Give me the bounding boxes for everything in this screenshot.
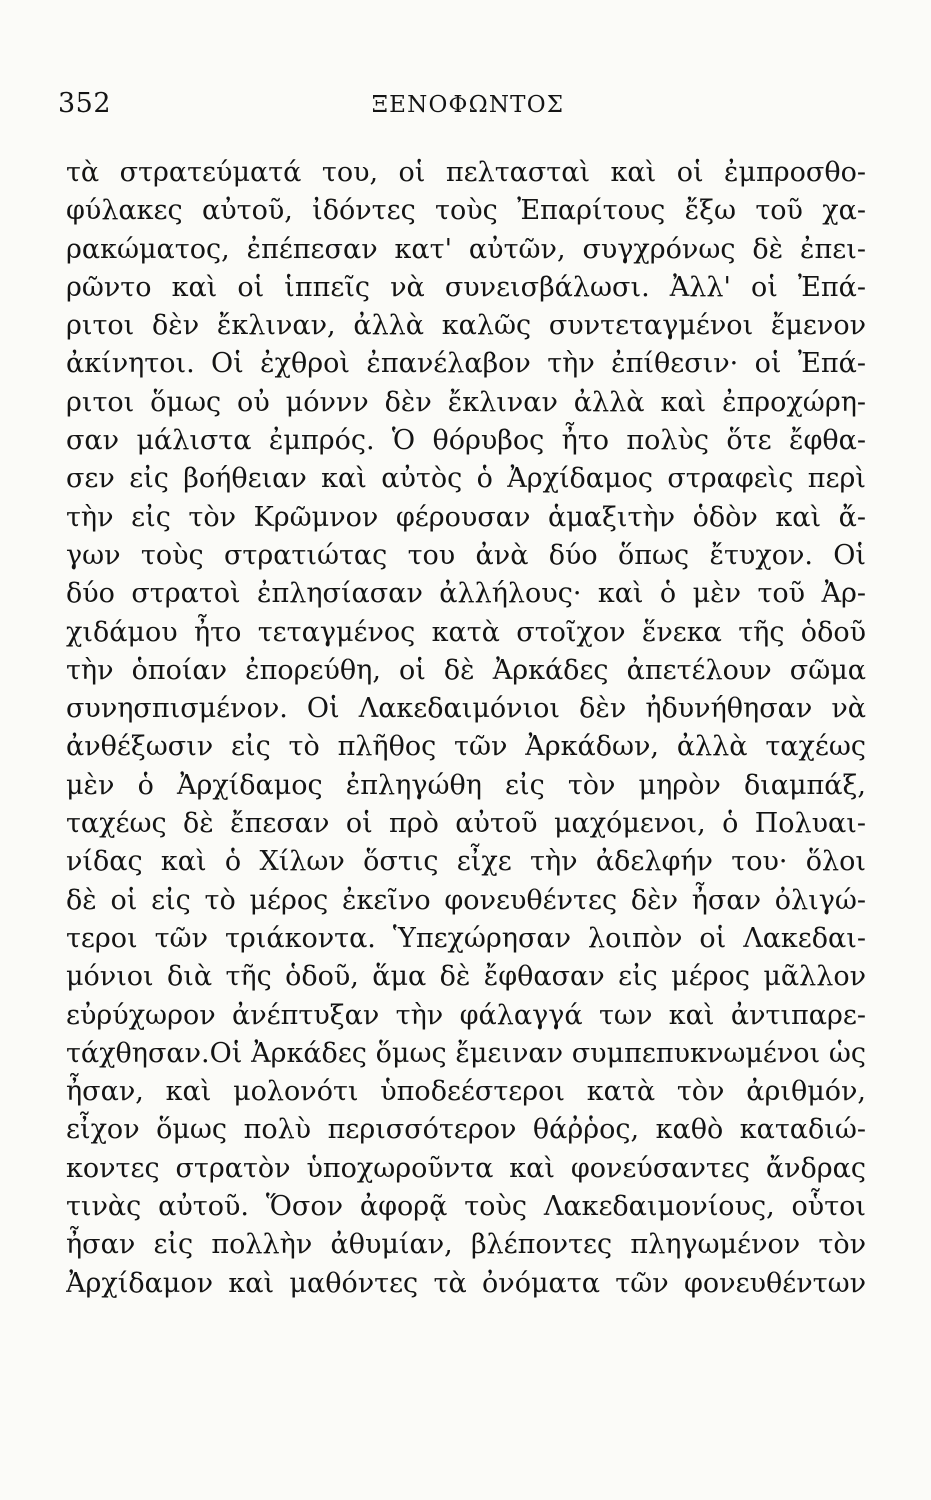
text-line: συνησπισμένον. Οἱ Λακεδαιμόνιοι δὲν ἠδυνήθησαν νὰ bbox=[66, 693, 866, 725]
text-line: τινὰς αὐτοῦ. Ὅσον ἀφορᾷ τοὺς Λακεδαιμονίους, οὗτοι bbox=[66, 1191, 866, 1223]
text-line: δύο στρατοὶ ἐπλησίασαν ἀλλήλους· καὶ ὁ μὲν τοῦ Ἀρ- bbox=[66, 578, 866, 610]
text-line: τὴν ὁποίαν ἐπορεύθη, οἱ δὲ Ἀρκάδες ἀπετέλουν σῶμα bbox=[66, 654, 866, 686]
text-line: Ἀρχίδαμον καὶ μαθόντες τὰ ὀνόματα τῶν φονευθέντων bbox=[66, 1267, 866, 1299]
text-line: τάχθησαν.Οἱ Ἀρκάδες ὅμως ἔμειναν συμπεπυκνωμένοι ὡς bbox=[66, 1037, 866, 1069]
text-line: ταχέως δὲ ἔπεσαν οἱ πρὸ αὐτοῦ μαχόμενοι, ὁ Πολυαι- bbox=[66, 808, 866, 840]
text-line: φύλακες αὐτοῦ, ἰδόντες τοὺς Ἐπαρίτους ἔξω τοῦ χα- bbox=[66, 195, 866, 227]
text-line: σαν μάλιστα ἐμπρός. Ὁ θόρυβος ἦτο πολὺς ὅτε ἔφθα- bbox=[66, 425, 866, 457]
text-line: τὰ στρατεύματά του, οἱ πελτασταὶ καὶ οἱ ἐμπροσθο- bbox=[66, 157, 866, 188]
text-line: ἀκίνητοι. Οἱ ἐχθροὶ ἐπανέλαβον τὴν ἐπίθεσιν· οἱ Ἐπά- bbox=[66, 348, 866, 380]
text-line: εὐρύχωρον ἀνέπτυξαν τὴν φάλαγγά των καὶ ἀντιπαρε- bbox=[66, 999, 866, 1031]
text-line: χιδάμου ἦτο τεταγμένος κατὰ στοῖχον ἕνεκα τῆς ὁδοῦ bbox=[66, 616, 866, 648]
text-line: δὲ οἱ εἰς τὸ μέρος ἐκεῖνο φονευθέντες δὲν ἦσαν ὀλιγώ- bbox=[66, 884, 866, 916]
text-line: σεν εἰς βοήθειαν καὶ αὐτὸς ὁ Ἀρχίδαμος στραφεὶς περὶ bbox=[66, 463, 866, 495]
page-header bbox=[58, 88, 868, 128]
text-line: ρῶντο καὶ οἱ ἱππεῖς νὰ συνεισβάλωσι. Ἀλλ' οἱ Ἐπά- bbox=[66, 271, 866, 303]
text-line: ἀνθέξωσιν εἰς τὸ πλῆθος τῶν Ἀρκάδων, ἀλλὰ ταχέως bbox=[66, 731, 866, 763]
text-line: τεροι τῶν τριάκοντα. Ὑπεχώρησαν λοιπὸν οἱ Λακεδαι- bbox=[66, 922, 866, 954]
running-title: ΞΕΝΟΦΩΝΤΟΣ bbox=[371, 92, 565, 118]
body-text bbox=[66, 154, 866, 1303]
text-line: ρακώματος, ἐπέπεσαν κατ' αὐτῶν, συγχρόνως δὲ ἐπει- bbox=[66, 233, 866, 265]
text-line: ἦσαν εἰς πολλὴν ἀθυμίαν, βλέποντες πληγωμένον τὸν bbox=[66, 1229, 866, 1261]
text-line: κοντες στρατὸν ὑποχωροῦντα καὶ φονεύσαντες ἄνδρας bbox=[66, 1152, 866, 1184]
text-line: ριτοι ὅμως οὐ μόννν δὲν ἔκλιναν ἀλλὰ καὶ ἐπροχώρη- bbox=[66, 386, 866, 418]
text-line: γων τοὺς στρατιώτας του ἀνὰ δύο ὅπως ἔτυχον. Οἱ bbox=[66, 539, 866, 571]
text-line: μόνιοι διὰ τῆς ὁδοῦ, ἅμα δὲ ἔφθασαν εἰς μέρος μᾶλλον bbox=[66, 961, 866, 993]
text-line: τὴν εἰς τὸν Κρῶμνον φέρουσαν ἁμαξιτὴν ὁδὸν καὶ ἄ- bbox=[66, 501, 866, 533]
page-number: 352 bbox=[58, 88, 112, 119]
text-line: ριτοι δὲν ἔκλιναν, ἀλλὰ καλῶς συντεταγμένοι ἔμενον bbox=[66, 310, 866, 342]
text-line: μὲν ὁ Ἀρχίδαμος ἐπληγώθη εἰς τὸν μηρὸν διαμπάξ, bbox=[66, 769, 866, 801]
text-line: εἶχον ὅμως πολὺ περισσότερον θάῤῥος, καθὸ καταδιώ- bbox=[66, 1114, 866, 1146]
text-line: ἦσαν, καὶ μολονότι ὑποδεέστεροι κατὰ τὸν ἀριθμόν, bbox=[66, 1076, 866, 1108]
text-line: νίδας καὶ ὁ Χίλων ὅστις εἶχε τὴν ἀδελφήν του· ὅλοι bbox=[66, 846, 866, 878]
